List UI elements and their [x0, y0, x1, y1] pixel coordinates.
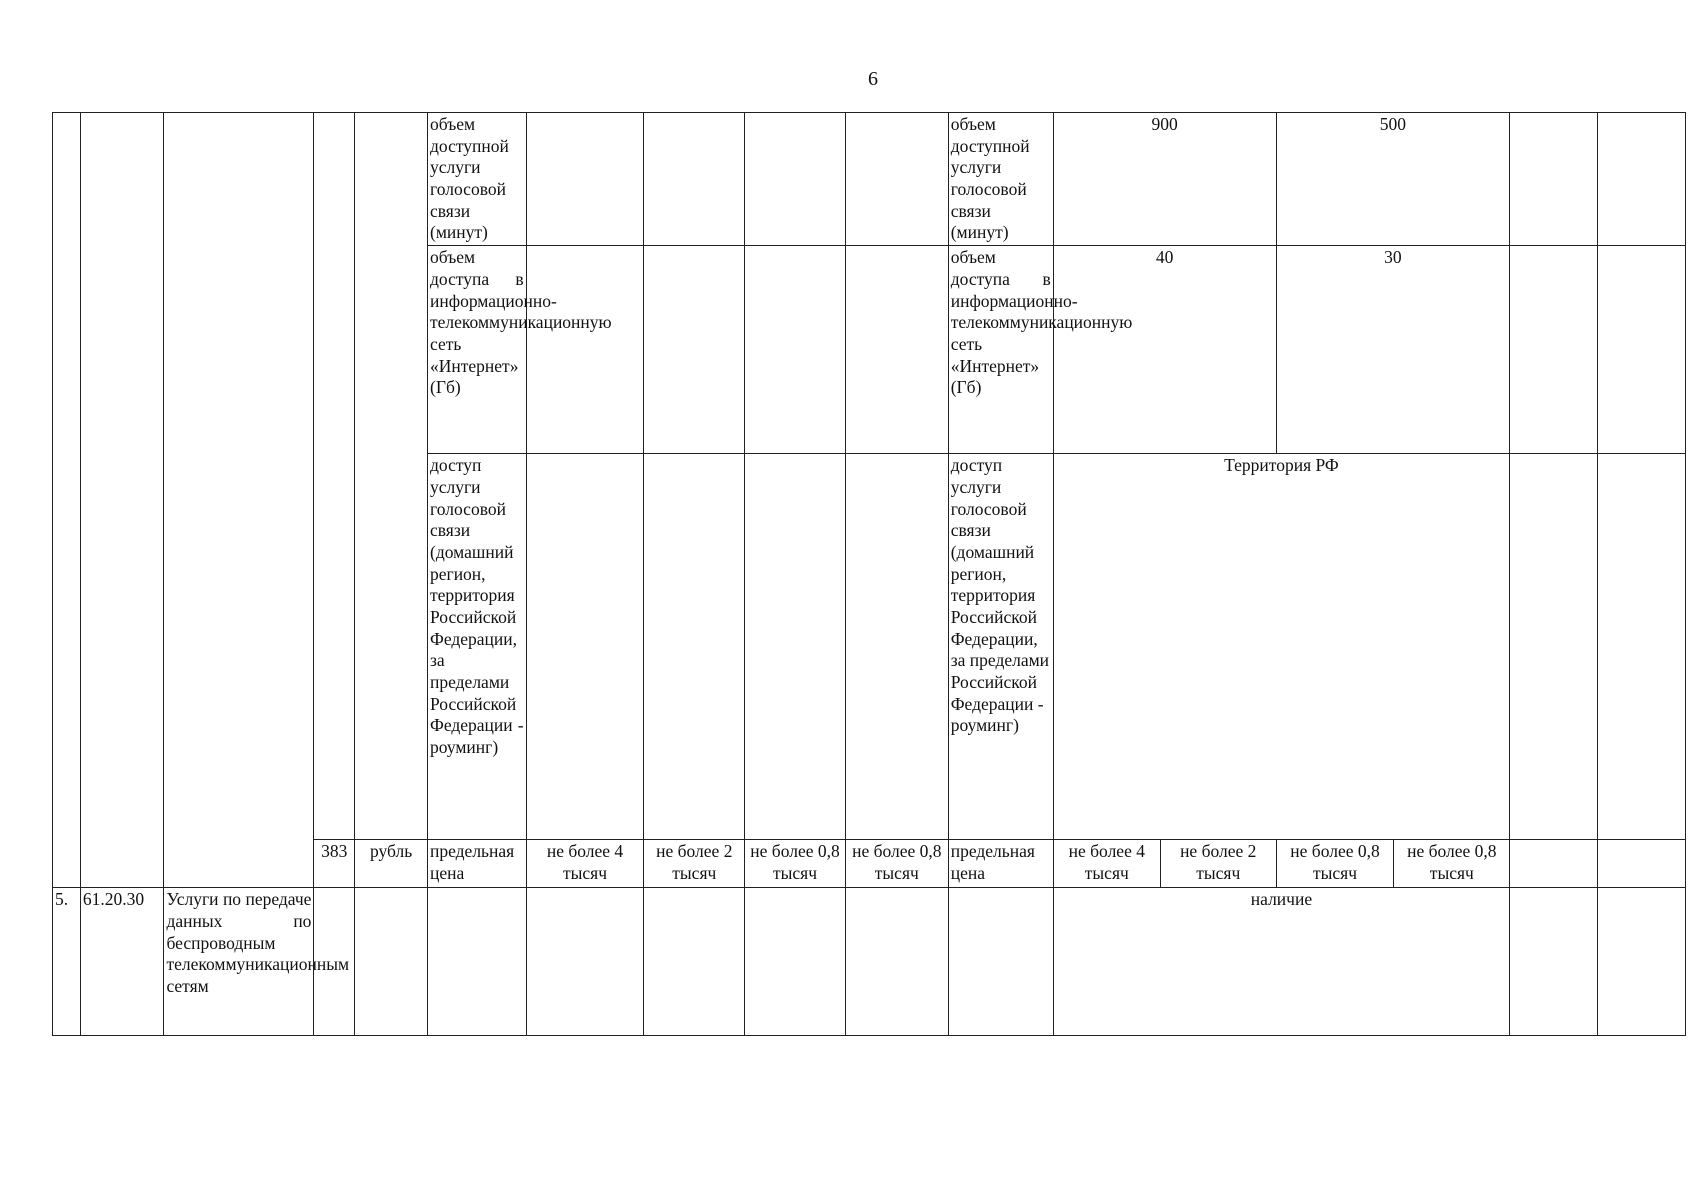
- cell-empty: [1598, 246, 1686, 454]
- cell-empty: [526, 246, 644, 454]
- indicator-voice-volume: объем доступной услуги голосовой связи (минут): [428, 113, 527, 246]
- cell-empty: [526, 888, 644, 1036]
- cell-empty: [845, 888, 948, 1036]
- cell-empty: [1510, 888, 1598, 1036]
- table-row-voice-volume: [53, 113, 1686, 246]
- table-row-item-5: [53, 888, 1686, 1036]
- cell-empty: [1598, 840, 1686, 888]
- cell-empty: [845, 246, 948, 454]
- price-right-3: не более 0,8 тысяч: [1276, 840, 1394, 888]
- cell-empty: [845, 454, 948, 840]
- indicator-right-voice-access: доступ услуги голосовой связи (домашний регион, территория Российской Федерации, за пределами Российской Федерации - роуминг): [948, 454, 1053, 840]
- page-number: 6: [868, 68, 878, 90]
- price-right-4: не более 0,8 тысяч: [1394, 840, 1510, 888]
- cell-empty: [644, 113, 745, 246]
- cell-empty: [526, 113, 644, 246]
- cell-empty: [1598, 454, 1686, 840]
- cell-unit-empty: [355, 113, 428, 840]
- cell-empty: [745, 113, 846, 246]
- price-value-2: не более 2 тысяч: [644, 840, 745, 888]
- item-5-number: 5.: [53, 888, 81, 1036]
- indicator-right-price: предельная цена: [948, 840, 1053, 888]
- cell-empty: [745, 888, 846, 1036]
- indicator-right-internet-volume: объем доступа в информационно-телекоммуникационную сеть «Интернет» (Гб): [948, 246, 1053, 454]
- cell-okei-empty: [314, 113, 355, 840]
- unit-name: рубль: [355, 840, 428, 888]
- cell-code-empty: [80, 113, 164, 888]
- cell-empty: [1510, 246, 1598, 454]
- cell-empty: [745, 454, 846, 840]
- cell-empty: [845, 113, 948, 246]
- price-right-2: не более 2 тысяч: [1160, 840, 1276, 888]
- value-internet-volume-a: 40: [1053, 246, 1276, 454]
- okei-code: 383: [314, 840, 355, 888]
- cell-empty: [644, 888, 745, 1036]
- cell-empty: [1510, 840, 1598, 888]
- cell-empty: [1510, 113, 1598, 246]
- price-value-3: не более 0,8 тысяч: [745, 840, 846, 888]
- cell-empty: [745, 246, 846, 454]
- value-voice-volume-b: 500: [1276, 113, 1510, 246]
- cell-empty: [428, 888, 527, 1036]
- cell-empty: [644, 454, 745, 840]
- cell-empty: [644, 246, 745, 454]
- cell-empty: [1598, 888, 1686, 1036]
- price-right-1: не более 4 тысяч: [1053, 840, 1160, 888]
- indicator-voice-access: доступ услуги голосовой связи (домашний регион, территория Российской Федерации, за пределами Российской Федерации - роуминг): [428, 454, 527, 840]
- value-voice-volume-a: 900: [1053, 113, 1276, 246]
- cell-empty: [1510, 454, 1598, 840]
- price-value-4: не более 0,8 тысяч: [845, 840, 948, 888]
- value-internet-volume-b: 30: [1276, 246, 1510, 454]
- indicator-internet-volume: объем доступа в информационно-телекоммуникационную сеть «Интернет» (Гб): [428, 246, 527, 454]
- item-5-value: наличие: [1053, 888, 1509, 1036]
- cell-name-empty: [164, 113, 314, 888]
- indicator-price: предельная цена: [428, 840, 527, 888]
- item-5-name: Услуги по передаче данных по беспроводным телекоммуникационным сетям: [164, 888, 314, 1036]
- price-value-1: не более 4 тысяч: [526, 840, 644, 888]
- indicator-right-voice-volume: объем доступной услуги голосовой связи (минут): [948, 113, 1053, 246]
- cell-number-empty: [53, 113, 81, 888]
- item-5-code: 61.20.30: [80, 888, 164, 1036]
- requirements-table: [52, 112, 1686, 1036]
- cell-empty: [355, 888, 428, 1036]
- cell-empty: [1598, 113, 1686, 246]
- value-voice-access: Территория РФ: [1053, 454, 1509, 840]
- cell-empty: [948, 888, 1053, 1036]
- cell-empty: [526, 454, 644, 840]
